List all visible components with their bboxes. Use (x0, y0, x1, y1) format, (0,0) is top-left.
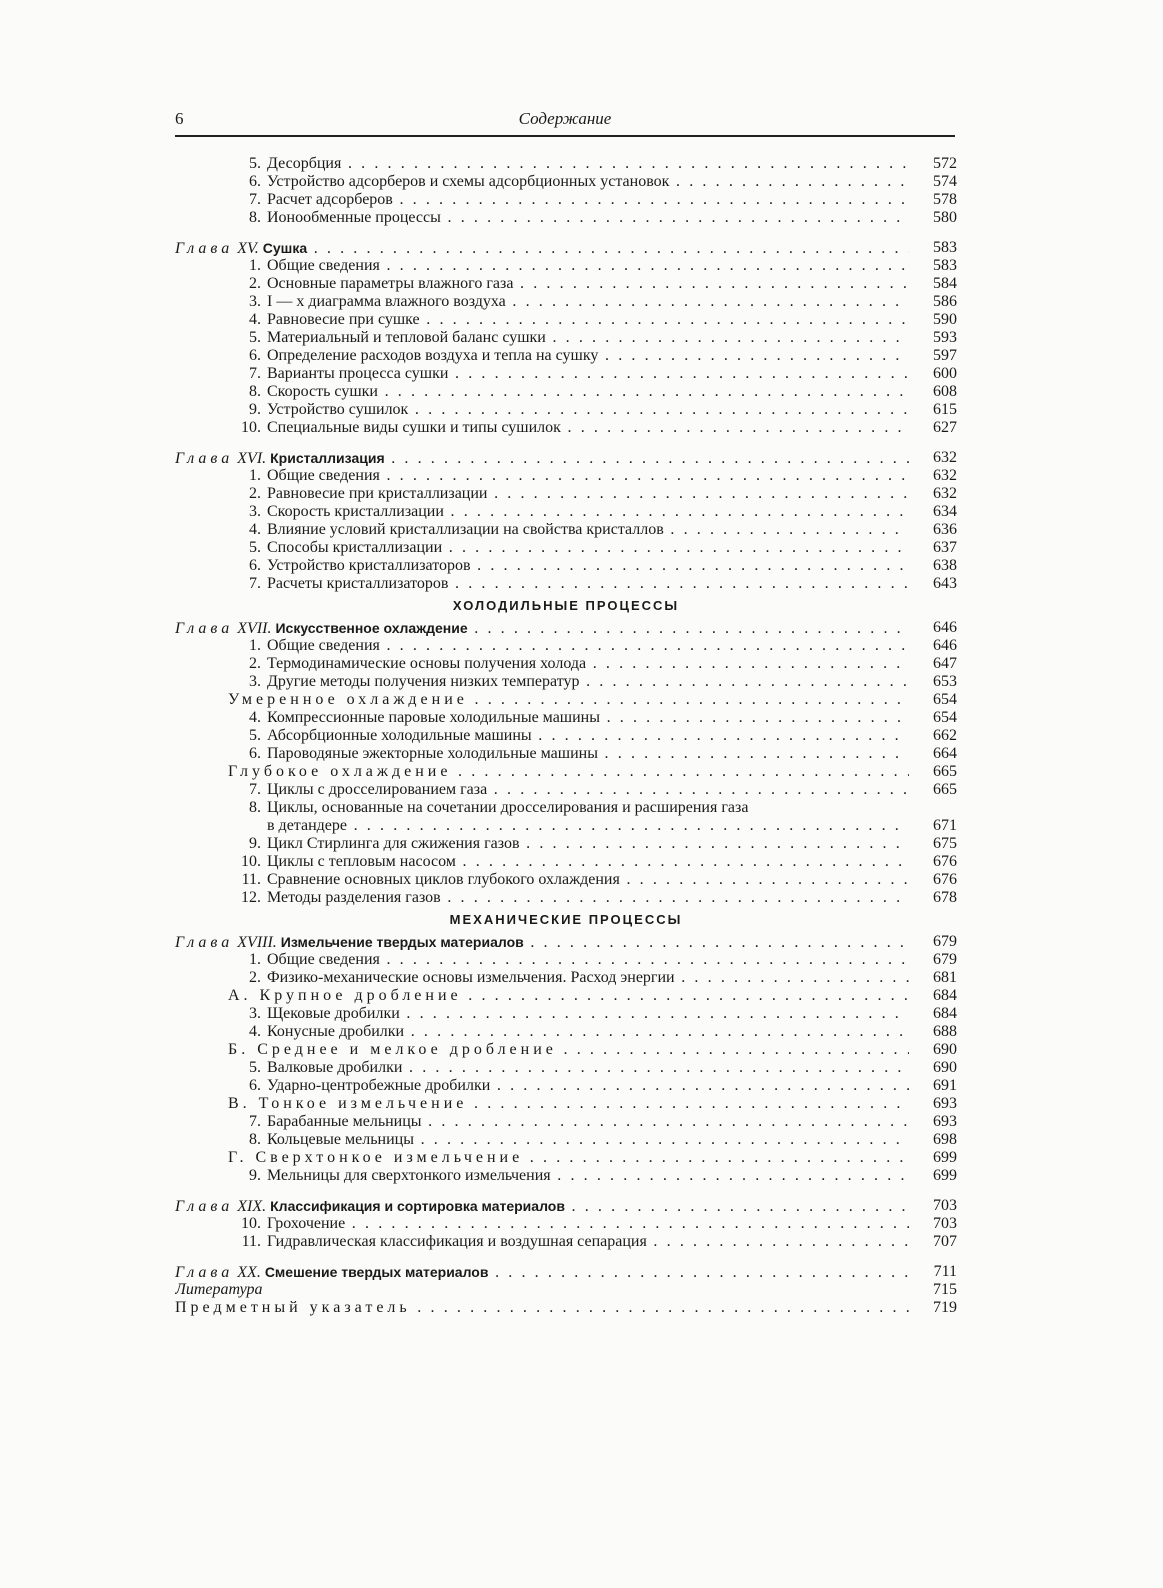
table-of-contents (175, 155, 957, 1317)
toc-entry: 3. Другие методы получения низких температур . . . 653 (175, 673, 957, 691)
toc-entry: 5. Способы кристаллизации . . . 637 (175, 539, 957, 557)
toc-entry: 6. Определение расходов воздуха и тепла на сушку . . . 597 (175, 347, 957, 365)
literature-entry: Литература 715 (175, 1281, 957, 1298)
toc-entry: 1. Общие сведения . . . 646 (175, 637, 957, 655)
running-title: Содержание (518, 109, 612, 128)
toc-entry: 2. Равновесие при кристаллизации . . . 632 (175, 485, 957, 503)
toc-entry: 10. Специальные виды сушки и типы сушилок . . . 627 (175, 419, 957, 437)
toc-entry: 3. Щековые дробилки . . . 684 (175, 1005, 957, 1023)
toc-entry: 9. Устройство сушилок . . . 615 (175, 401, 957, 419)
toc-entry: 3. Скорость кристаллизации . . . 634 (175, 503, 957, 521)
toc-entry: 8. Кольцевые мельницы . . . 698 (175, 1131, 957, 1149)
index-entry: Предметный указатель . . . 719 (175, 1299, 957, 1317)
toc-entry: 4. Равновесие при сушке . . . 590 (175, 311, 957, 329)
part-heading: ХОЛОДИЛЬНЫЕ ПРОЦЕССЫ (452, 598, 680, 613)
toc-entry: 2. Термодинамические основы получения холода . . . 647 (175, 655, 957, 673)
toc-entry: 10. Циклы с тепловым насосом . . . 676 (175, 853, 957, 871)
toc-entry: 9. Мельницы для сверхтонкого измельчения . . . 699 (175, 1167, 957, 1185)
toc-entry: 6. Устройство адсорберов и схемы адсорбционных установок . . . 574 (175, 173, 957, 191)
chapter-heading: Глава XVII. Искусственное охлаждение . . . 646 (175, 619, 957, 637)
page-ref: 572 (909, 155, 957, 173)
chapter-heading: Глава XIX. Классификация и сортировка материалов . . . 703 (175, 1197, 957, 1215)
chapter-heading: Глава XV. Сушка . . . 583 (175, 239, 957, 257)
toc-entry: 6. Пароводяные эжекторные холодильные машины . . . 664 (175, 745, 957, 763)
toc-entry: 4. Конусные дробилки . . . 688 (175, 1023, 957, 1041)
toc-entry: 9. Цикл Стирлинга для сжижения газов . . . 675 (175, 835, 957, 853)
page-header (175, 109, 955, 139)
chapter-heading: Глава XVI. Кристаллизация . . . 632 (175, 449, 957, 467)
toc-entry: 6. Ударно-центробежные дробилки . . . 691 (175, 1077, 957, 1095)
subdivision-heading: Глубокое охлаждение . . . 665 (175, 763, 957, 781)
toc-entry: 3. I — x диаграмма влажного воздуха . . . 586 (175, 293, 957, 311)
subdivision-heading: А. Крупное дробление . . . 684 (175, 987, 957, 1005)
toc-entry: 5. Абсорбционные холодильные машины . . . 662 (175, 727, 957, 745)
subdivision-heading: Г. Сверхтонкое измельчение . . . 699 (175, 1149, 957, 1167)
page-ref: 583 (909, 239, 957, 257)
subdivision-heading: Умеренное охлаждение . . . 654 (175, 691, 957, 709)
toc-entry: 2. Физико-механические основы измельчения. Расход энергии . . . 681 (175, 969, 957, 987)
toc-entry: 5. Валковые дробилки . . . 690 (175, 1059, 957, 1077)
toc-entry: 12. Методы разделения газов . . . 678 (175, 889, 957, 907)
toc-entry: 2. Основные параметры влажного газа . . . 584 (175, 275, 957, 293)
toc-entry: 7. Расчет адсорберов . . . 578 (175, 191, 957, 209)
page-ref: 580 (909, 209, 957, 227)
toc-entry: 8. Ионообменные процессы . . . 580 (175, 209, 957, 227)
toc-entry: 8. Скорость сушки . . . 608 (175, 383, 957, 401)
toc-entry: 4. Влияние условий кристаллизации на свойства кристаллов . . . 636 (175, 521, 957, 539)
toc-entry: 1. Общие сведения . . . 632 (175, 467, 957, 485)
chapter-heading: Глава XX. Смешение твердых материалов . . . 711 (175, 1263, 957, 1281)
chapter-heading: Глава XVIII. Измельчение твердых материалов . . . 679 (175, 933, 957, 951)
toc-entry: 10. Грохочение . . . 703 (175, 1215, 957, 1233)
toc-entry: 5. Материальный и тепловой баланс сушки . . . 593 (175, 329, 957, 347)
toc-entry: 7. Циклы с дросселированием газа . . . 665 (175, 781, 957, 799)
toc-entry: 11. Гидравлическая классификация и воздушная сепарация . . . 707 (175, 1233, 957, 1251)
toc-entry: 7. Варианты процесса сушки . . . 600 (175, 365, 957, 383)
part-heading: МЕХАНИЧЕСКИЕ ПРОЦЕССЫ (449, 912, 683, 927)
toc-entry: 7. Барабанные мельницы . . . 693 (175, 1113, 957, 1131)
toc-entry: 7. Расчеты кристаллизаторов . . . 643 (175, 575, 957, 593)
toc-entry: 1. Общие сведения . . . 583 (175, 257, 957, 275)
page-ref: 578 (909, 191, 957, 209)
toc-entry: 6. Устройство кристаллизаторов . . . 638 (175, 557, 957, 575)
page-ref: 574 (909, 173, 957, 191)
page-number: 6 (175, 109, 184, 128)
toc-entry-continuation: в детандере . . . 671 (175, 817, 957, 835)
subdivision-heading: В. Тонкое измельчение . . . 693 (175, 1095, 957, 1113)
toc-entry: 4. Компрессионные паровые холодильные машины . . . 654 (175, 709, 957, 727)
header-rule (175, 135, 955, 137)
toc-entry: 5. Десорбция . . . 572 (175, 155, 957, 173)
subdivision-heading: Б. Среднее и мелкое дробление . . . 690 (175, 1041, 957, 1059)
toc-entry: 1. Общие сведения . . . 679 (175, 951, 957, 969)
toc-entry: 11. Сравнение основных циклов глубокого охлаждения . . . 676 (175, 871, 957, 889)
toc-entry: 8. Циклы, основанные на сочетании дросселирования и расширения газа (249, 799, 749, 816)
